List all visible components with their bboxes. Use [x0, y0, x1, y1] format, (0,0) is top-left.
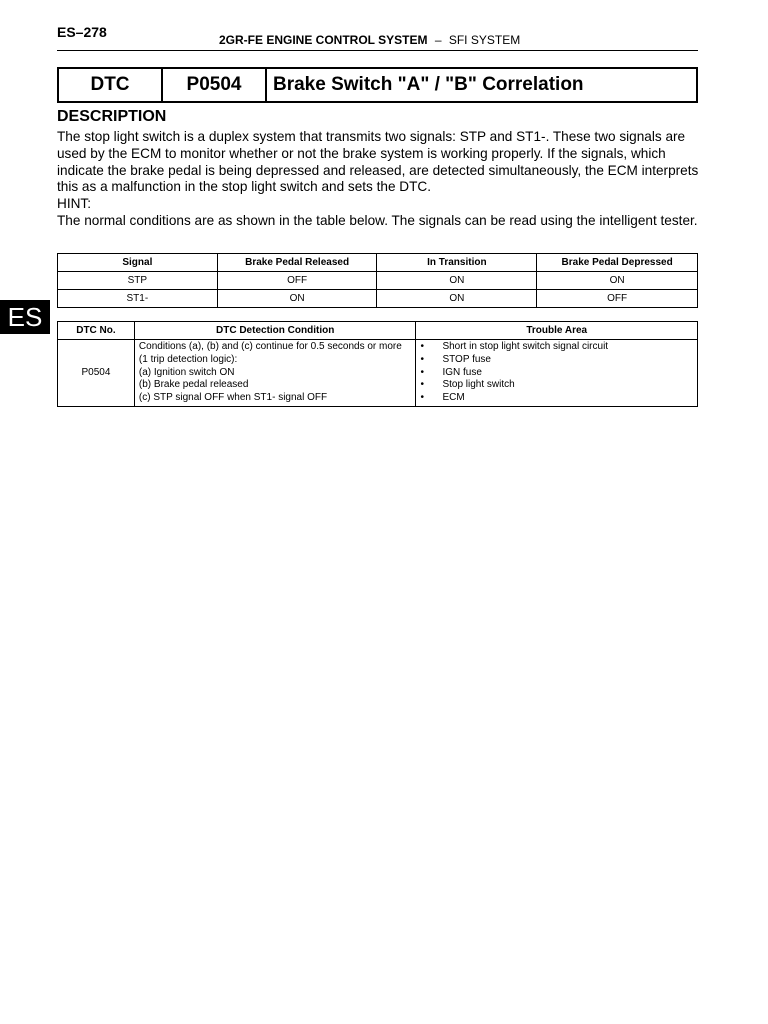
column-header: Brake Pedal Released: [217, 254, 377, 272]
condition-line: (b) Brake pedal released: [138, 379, 249, 391]
bullet-icon: •: [420, 341, 424, 352]
condition-line: Conditions (a), (b) and (c) continue for 0.5 seconds or more: [138, 341, 402, 352]
table-cell: ST1-: [58, 290, 218, 308]
table-row: [58, 340, 698, 407]
dtc-detection-table: [57, 321, 698, 407]
bullet-icon: •: [420, 366, 424, 378]
table-cell: ON: [217, 290, 377, 308]
table-cell: STP: [58, 272, 218, 290]
list-item: [420, 379, 693, 392]
description-heading: DESCRIPTION: [57, 108, 167, 125]
list-item: [420, 367, 693, 380]
description-paragraph: The stop light switch is a duplex system that transmits two signals: STP and ST1-. These two signals are used by the ECM to monitor whether or not the brake system is working properly. If the signals, which indicate the brake pedal is being depressed and released, are detected simultaneously, the ECM interprets this as a malfunction in the stop light switch and sets the DTC.: [57, 129, 699, 195]
table-cell: OFF: [537, 290, 698, 308]
table-header-row: [58, 254, 698, 272]
condition-line: (c) STP signal OFF when ST1- signal OFF: [138, 392, 328, 404]
table-cell: ON: [377, 272, 537, 290]
column-header: In Transition: [377, 254, 537, 272]
dtc-code: P0504: [163, 69, 267, 101]
column-header: Trouble Area: [416, 322, 698, 340]
table-row: [58, 272, 698, 290]
trouble-area-list: [420, 341, 693, 405]
section-title-bold: 2GR-FE ENGINE CONTROL SYSTEM: [219, 33, 428, 47]
running-header: [219, 33, 520, 47]
dtc-name: Brake Switch "A" / "B" Correlation: [273, 74, 584, 95]
detection-condition-cell: [134, 340, 416, 407]
table-header-row: [58, 322, 698, 340]
bullet-icon: •: [420, 392, 424, 404]
hint-text: The normal conditions are as shown in the table below. The signals can be read using the intelligent tester.: [57, 212, 698, 228]
section-subtitle: SFI SYSTEM: [448, 33, 521, 47]
header-rule: [57, 50, 698, 51]
dtc-title-box: [57, 67, 698, 103]
trouble-area-text: Stop light switch: [442, 379, 515, 391]
trouble-area-text: STOP fuse: [442, 353, 491, 365]
trouble-area-text: Short in stop light switch signal circuit: [442, 341, 609, 352]
condition-line: (1 trip detection logic):: [138, 353, 238, 365]
trouble-area-text: ECM: [442, 392, 465, 404]
header-separator: –: [434, 33, 442, 47]
column-header: Brake Pedal Depressed: [537, 254, 698, 272]
hint-label: HINT:: [57, 196, 91, 212]
section-side-tab: ES: [0, 300, 50, 334]
table-cell: ON: [537, 272, 698, 290]
column-header: DTC Detection Condition: [134, 322, 416, 340]
column-header: Signal: [58, 254, 218, 272]
list-item: [420, 392, 693, 405]
column-header: DTC No.: [58, 322, 135, 340]
signal-table: [57, 253, 698, 308]
list-item: [420, 341, 693, 354]
list-item: [420, 354, 693, 367]
trouble-area-cell: [416, 340, 698, 407]
dtc-code-cell: P0504: [58, 340, 135, 407]
trouble-area-text: IGN fuse: [442, 366, 482, 378]
description-body: [57, 129, 702, 230]
table-cell: OFF: [217, 272, 377, 290]
bullet-icon: •: [420, 353, 424, 365]
bullet-icon: •: [420, 379, 424, 391]
table-row: [58, 290, 698, 308]
table-cell: ON: [377, 290, 537, 308]
dtc-label: DTC: [59, 69, 163, 101]
condition-line: (a) Ignition switch ON: [138, 366, 235, 378]
page-number: ES–278: [57, 24, 107, 40]
